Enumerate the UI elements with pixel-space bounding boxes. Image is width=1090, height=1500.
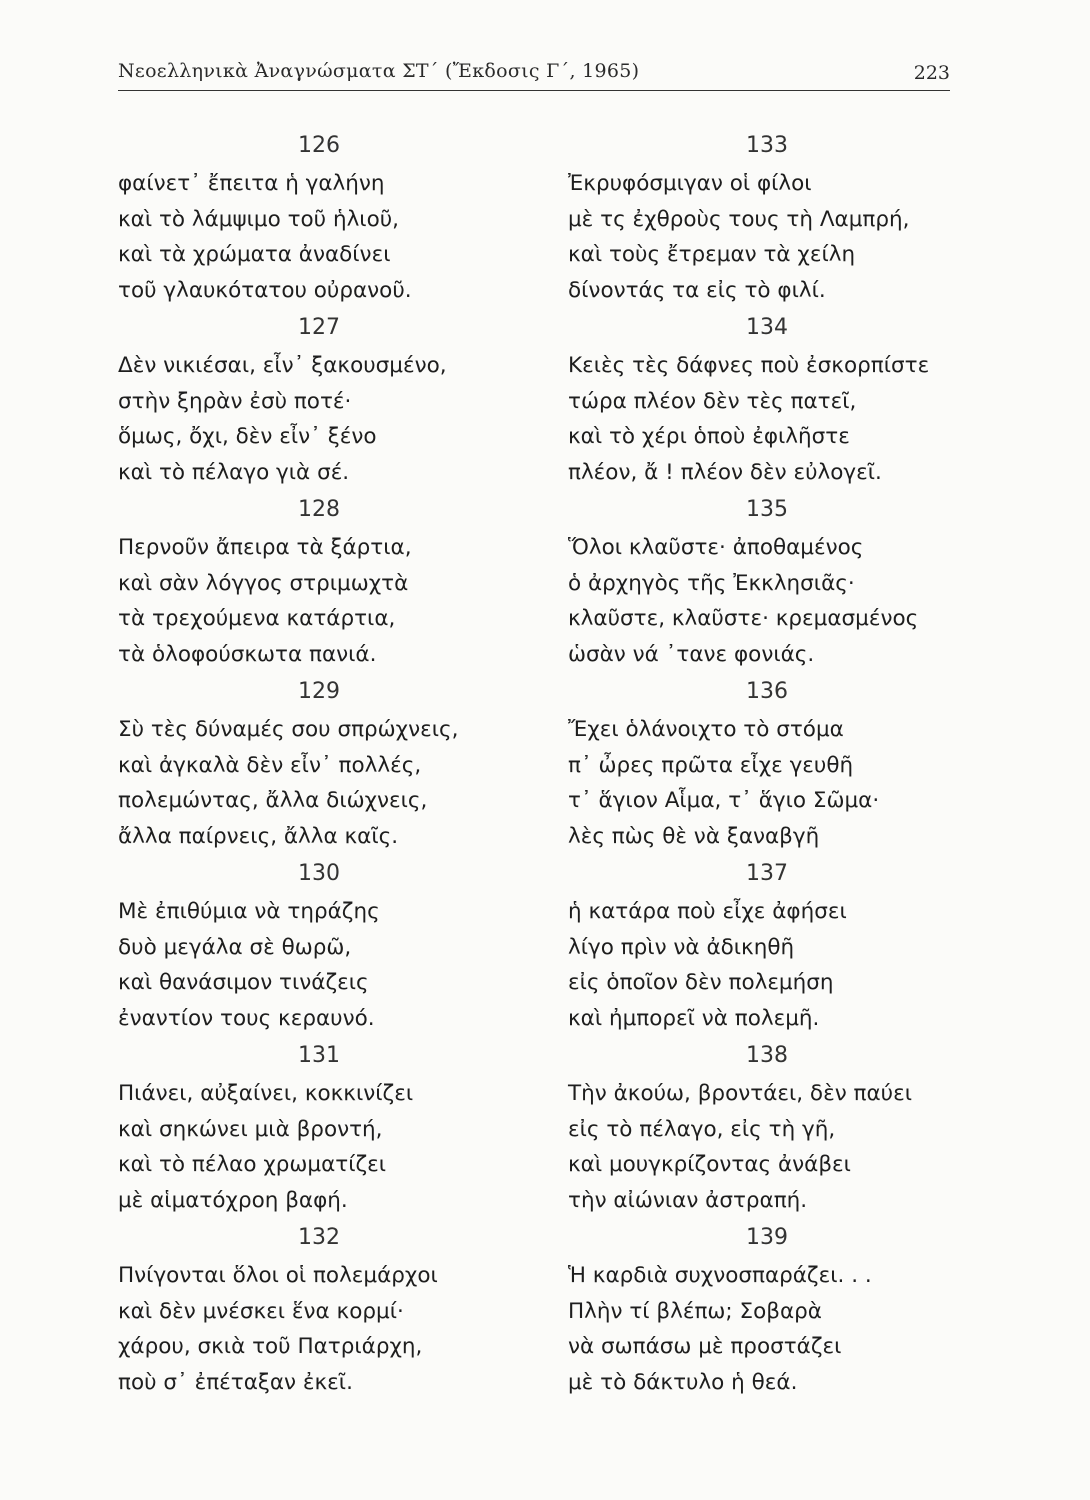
- stanza: [568, 1218, 958, 1400]
- verse-line: καὶ τὸ πέλαγο γιὰ σέ.: [118, 459, 350, 485]
- verse-line: καὶ σηκώνει μιὰ βροντή,: [118, 1116, 383, 1142]
- verse-line: Ἡ καρδιὰ συχνοσπαράζει. . .: [568, 1263, 872, 1288]
- verse-line: καὶ τὸ λάμψιμο τοῦ ἡλιοῦ,: [118, 206, 400, 232]
- verse-line: καὶ ἀγκαλὰ δὲν εἶν᾽ πολλές,: [118, 752, 422, 778]
- verse-line: Τὴν ἀκούω, βροντάει, δὲν παύει: [568, 1081, 912, 1106]
- verse-line: ἡ κατάρα ποὺ εἶχε ἀφήσει: [568, 899, 847, 924]
- stanza: [118, 672, 508, 854]
- stanza-number: 129: [298, 679, 340, 704]
- right-column: [568, 126, 958, 1400]
- verse-line: λὲς πὼς θὲ νὰ ξαναβγῆ: [568, 823, 820, 849]
- verse-line: μὲ τὸ δάκτυλο ἡ θεά.: [568, 1369, 798, 1395]
- verse-line: ἄλλα παίρνεις, ἄλλα καῖς.: [118, 823, 399, 849]
- verse-line: Μὲ ἐπιθύμια νὰ τηράζης: [118, 899, 380, 924]
- stanza: [568, 1036, 958, 1218]
- verse-line: Ἐκρυφόσμιγαν οἱ φίλοι: [568, 171, 812, 196]
- verse-line: τὰ ὁλοφούσκωτα πανιά.: [118, 641, 377, 667]
- stanza-number: 131: [298, 1043, 340, 1068]
- stanza-number: 137: [746, 861, 788, 886]
- stanza-number: 132: [298, 1225, 340, 1250]
- stanza-number: 138: [746, 1043, 788, 1068]
- verse-line: καὶ τὰ χρώματα ἀναδίνει: [118, 242, 391, 267]
- stanza-number: 134: [746, 315, 788, 340]
- verse-line: ὁ ἀρχηγὸς τῆς Ἐκκλησιᾶς·: [568, 570, 855, 596]
- verse-line: δυὸ μεγάλα σὲ θωρῶ,: [118, 934, 352, 960]
- verse-line: κλαῦστε, κλαῦστε· κρεμασμένος: [568, 606, 919, 631]
- stanza: [118, 1218, 508, 1400]
- verse-line: εἰς ὁποῖον δὲν πολεμήση: [568, 970, 834, 995]
- stanza-number: 130: [298, 861, 340, 886]
- verse-line: Κειὲς τὲς δάφνες ποὺ ἐσκορπίστε: [568, 353, 930, 378]
- verse-line: δίνοντάς τα εἰς τὸ φιλί.: [568, 277, 826, 303]
- stanza: [118, 854, 508, 1036]
- verse-line: πολεμώντας, ἄλλα διώχνεις,: [118, 788, 428, 813]
- verse-line: τὰ τρεχούμενα κατάρτια,: [118, 606, 396, 631]
- running-header: [118, 60, 950, 91]
- stanza: [568, 672, 958, 854]
- verse-line: τ᾽ ἅγιον Αἷμα, τ᾽ ἅγιο Σῶμα·: [568, 788, 880, 813]
- verse-line: πλέον, ἄ ! πλέον δὲν εὐλογεῖ.: [568, 459, 882, 485]
- stanza-number: 136: [746, 679, 788, 704]
- verse-line: Πιάνει, αὐξαίνει, κοκκινίζει: [118, 1081, 414, 1106]
- verse-line: Πνίγονται ὅλοι οἱ πολεμάρχοι: [118, 1263, 438, 1288]
- verse-line: καὶ τὸ χέρι ὁποὺ ἐφιλῆστε: [568, 424, 850, 449]
- verse-line: καὶ θανάσιμον τινάζεις: [118, 970, 369, 995]
- verse-line: π᾽ ὦρες πρῶτα εἶχε γευθῆ: [568, 752, 854, 778]
- stanza-number: 128: [298, 497, 340, 522]
- stanza-number: 139: [746, 1225, 788, 1250]
- page-number: 223: [913, 62, 950, 84]
- verse-line: τὴν αἰώνιαν ἀστραπή.: [568, 1187, 808, 1213]
- verse-line: φαίνετ᾽ ἔπειτα ἡ γαλήνη: [118, 171, 385, 196]
- verse-line: εἰς τὸ πέλαγο, εἰς τὴ γῆ,: [568, 1116, 836, 1142]
- verse-line: ὅμως, ὄχι, δὲν εἶν᾽ ξένο: [118, 424, 377, 449]
- stanza-number: 135: [746, 497, 788, 522]
- verse-line: ἐναντίον τους κεραυνό.: [118, 1005, 375, 1031]
- stanza-number: 133: [746, 133, 788, 158]
- verse-line: Ἔχει ὁλάνοιχτο τὸ στόμα: [568, 717, 844, 742]
- stanza: [118, 1036, 508, 1218]
- verse-line: καὶ τὸ πέλαο χρωματίζει: [118, 1152, 387, 1177]
- verse-line: καὶ ἠμπορεῖ νὰ πολεμῆ.: [568, 1005, 820, 1031]
- verse-line: μὲ τς ἐχθροὺς τους τὴ Λαμπρή,: [568, 206, 910, 232]
- verse-line: καὶ μουγκρίζοντας ἀνάβει: [568, 1152, 851, 1177]
- verse-line: Περνοῦν ἄπειρα τὰ ξάρτια,: [118, 535, 412, 560]
- stanza: [568, 490, 958, 672]
- left-column: [118, 126, 508, 1400]
- stanza: [118, 490, 508, 672]
- verse-line: Σὺ τὲς δύναμές σου σπρώχνεις,: [118, 717, 459, 742]
- verse-line: ποὺ σ᾽ ἐπέταξαν ἐκεῖ.: [118, 1369, 353, 1395]
- verse-line: Δὲν νικιέσαι, εἶν᾽ ξακουσμένο,: [118, 353, 447, 378]
- verse-line: καὶ τοὺς ἔτρεμαν τὰ χείλη: [568, 242, 856, 267]
- verse-line: στὴν ξηρὰν ἐσὺ ποτέ·: [118, 388, 352, 414]
- verse-line: καὶ δὲν μνέσκει ἕνα κορμί·: [118, 1298, 404, 1324]
- verse-line: χάρου, σκιὰ τοῦ Πατριάρχη,: [118, 1334, 423, 1359]
- verse-line: Ὅλοι κλαῦστε· ἀποθαμένος: [568, 535, 864, 560]
- verse-line: Πλὴν τί βλέπω; Σοβαρὰ: [568, 1298, 822, 1324]
- verse-line: μὲ αἱματόχροη βαφή.: [118, 1187, 348, 1213]
- verse-line: τοῦ γλαυκότατου οὐρανοῦ.: [118, 277, 412, 303]
- stanza-number: 127: [298, 315, 340, 340]
- verse-line: τώρα πλέον δὲν τὲς πατεῖ,: [568, 388, 857, 414]
- verse-line: λίγο πρὶν νὰ ἀδικηθῆ: [568, 934, 795, 960]
- stanza-number: 126: [298, 133, 340, 158]
- stanza: [568, 126, 958, 308]
- verse-line: ὡσὰν νά ᾽τανε φονιάς.: [568, 641, 815, 667]
- verse-line: καὶ σὰν λόγγος στριμωχτὰ: [118, 570, 409, 596]
- stanza: [568, 854, 958, 1036]
- stanza: [118, 126, 508, 308]
- stanza: [568, 308, 958, 490]
- book-title: Νεοελληνικὰ Ἀναγνώσματα ΣΤ΄ (Ἔκδοσις Γ΄, 1965): [118, 60, 640, 82]
- stanza: [118, 308, 508, 490]
- verse-line: νὰ σωπάσω μὲ προστάζει: [568, 1334, 842, 1359]
